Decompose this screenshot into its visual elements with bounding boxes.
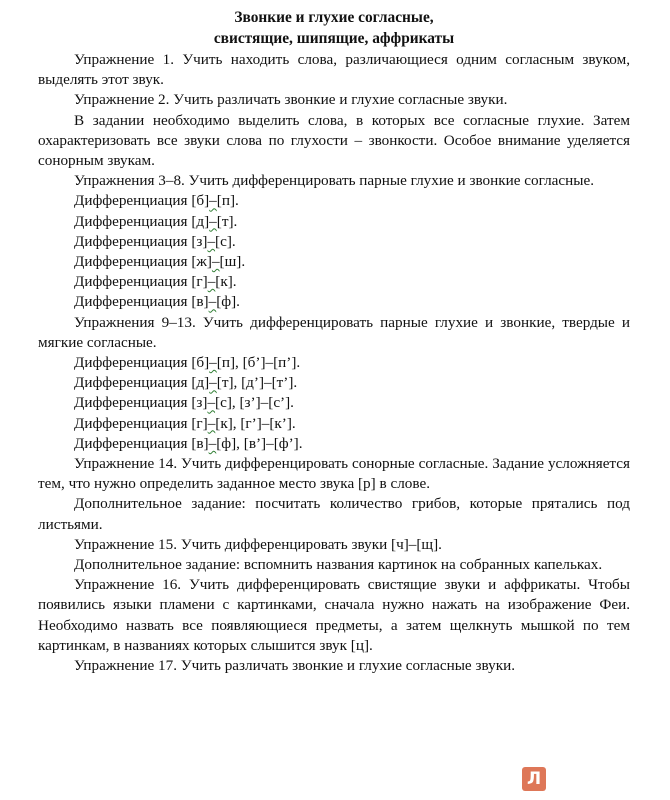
labirint-logo-icon: Л: [522, 767, 546, 791]
differentiation-label: Дифференциация: [74, 293, 192, 311]
sound-b: [к].: [215, 273, 237, 291]
sound-a: [д]: [191, 374, 210, 392]
differentiation-label: Дифференциация: [74, 434, 192, 452]
sound-a: [г]: [191, 273, 208, 291]
sound-a: [б]: [191, 192, 210, 210]
differentiation-item: [38, 353, 630, 373]
exercise-2-note: В задании необходимо выделить слова, в которых все согласные глухие. Затем охарактеризовать все звуки слова по глухости – звонкости. Особое внимание уделяется сонорным звукам.: [38, 111, 630, 170]
differentiation-item: [38, 272, 630, 292]
sound-b: [п].: [216, 192, 239, 210]
differentiation-item: [38, 252, 630, 272]
title-line-1: Звонкие и глухие согласные,: [234, 9, 434, 26]
exercises-3-8: Упражнения 3–8. Учить дифференцировать парные глухие и звонкие согласные.: [74, 172, 595, 190]
differentiation-item: [38, 292, 630, 312]
sound-dash: –: [208, 434, 217, 452]
exercise-15: Упражнение 15. Учить дифференцировать звуки [ч]–[щ].: [74, 535, 442, 553]
sound-dash: –: [211, 253, 220, 271]
sound-a: [г]: [191, 414, 208, 432]
sound-a: [д]: [191, 212, 210, 230]
differentiation-item: [38, 191, 630, 211]
sound-b: [т].: [216, 212, 238, 230]
exercise-15-extra: Дополнительное задание: вспомнить названия картинок на собранных капельках.: [74, 556, 603, 574]
exercise-17: Упражнение 17. Учить различать звонкие и глухие согласные звуки.: [74, 657, 515, 675]
sound-dash: –: [207, 414, 216, 432]
exercises-9-13: Упражнения 9–13. Учить дифференцировать парные глухие и звонкие, твердые и мягкие согласные.: [38, 313, 630, 351]
sound-dash: –: [208, 293, 217, 311]
sound-a: [ж]: [191, 253, 212, 271]
differentiation-label: Дифференциация: [74, 374, 192, 392]
sound-dash: –: [209, 212, 217, 230]
differentiation-label: Дифференциация: [74, 192, 192, 210]
sound-b: [ф].: [216, 293, 240, 311]
differentiation-label: Дифференциация: [74, 212, 192, 230]
differentiation-item: [38, 373, 630, 393]
differentiation-label: Дифференциация: [74, 394, 192, 412]
sound-dash: –: [209, 192, 217, 210]
sound-rest: [к], [г’]–[к’].: [215, 414, 296, 432]
title-line-2: свистящие, шипящие, аффрикаты: [213, 29, 455, 47]
sound-b: [ш].: [219, 253, 246, 271]
sound-a: [з]: [191, 232, 208, 250]
sound-a: [з]: [191, 394, 208, 412]
differentiation-item: [38, 393, 630, 413]
differentiation-item: [38, 434, 630, 454]
exercise-1: Упражнение 1. Учить находить слова, различающиеся одним согласным звуком, выделять этот звук.: [38, 51, 630, 89]
differentiation-label: Дифференциация: [74, 354, 192, 372]
sound-a: [в]: [191, 293, 209, 311]
sound-dash: –: [209, 374, 217, 392]
exercise-2: Упражнение 2. Учить различать звонкие и глухие согласные звуки.: [74, 91, 508, 109]
sound-rest: [ф], [в’]–[ф’].: [216, 434, 303, 452]
differentiation-item: [38, 212, 630, 232]
sound-rest: [с], [з’]–[с’].: [215, 394, 294, 412]
sound-rest: [п], [б’]–[п’].: [216, 354, 301, 372]
pair-list-1: [38, 191, 630, 312]
sound-dash: –: [209, 354, 217, 372]
sound-rest: [т], [д’]–[т’].: [216, 374, 298, 392]
differentiation-item: [38, 232, 630, 252]
sound-dash: –: [207, 232, 216, 250]
sound-a: [в]: [191, 434, 209, 452]
differentiation-label: Дифференциация: [74, 253, 192, 271]
sound-dash: –: [207, 394, 216, 412]
exercise-16: Упражнение 16. Учить дифференцировать свистящие звуки и аффрикаты. Чтобы появились языки пламени с картинками, сначала нужно нажать на изображение Феи. Необходимо назвать все появляющиеся предметы, а затем щелкнуть мышкой по тем картинкам, в названиях которых слышится звук [ц].: [38, 576, 630, 654]
page-title: [38, 8, 630, 49]
differentiation-label: Дифференциация: [74, 273, 192, 291]
exercise-14: Упражнение 14. Учить дифференцировать сонорные согласные. Задание усложняется тем, что нужно определить заданное место звука [р] в слове.: [38, 455, 630, 493]
pair-list-2: [38, 353, 630, 454]
differentiation-label: Дифференциация: [74, 232, 192, 250]
exercise-14-extra: Дополнительное задание: посчитать количество грибов, которые прятались под листьями.: [38, 495, 630, 533]
sound-dash: –: [207, 273, 216, 291]
sound-a: [б]: [191, 354, 210, 372]
sound-b: [с].: [215, 232, 236, 250]
differentiation-item: [38, 414, 630, 434]
differentiation-label: Дифференциация: [74, 414, 192, 432]
